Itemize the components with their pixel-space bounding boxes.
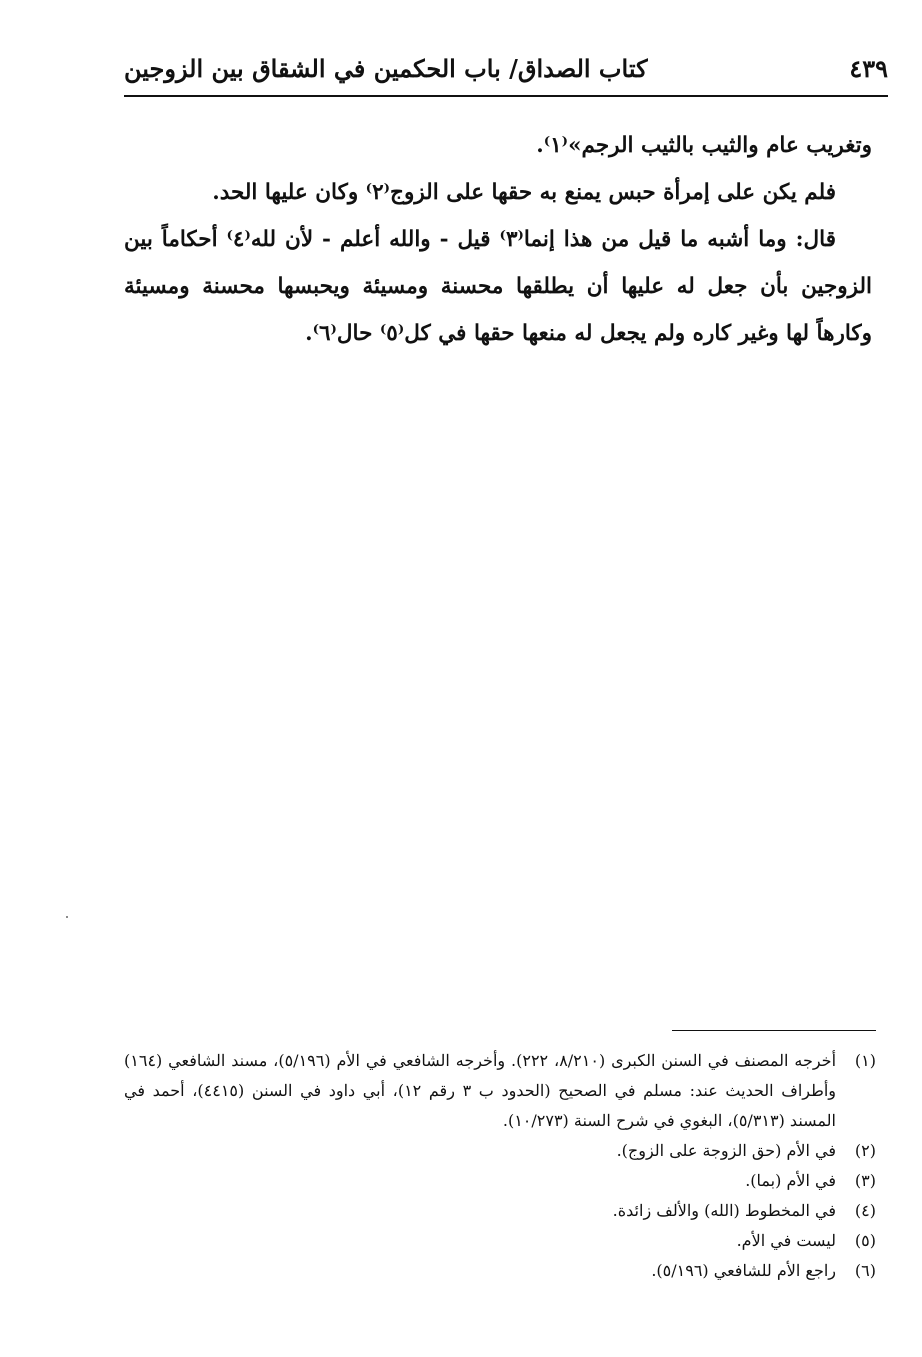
footnote-5 [124,1226,876,1256]
footnote-number: (٣) [854,1171,876,1190]
footnote-text: ليست في الأم. [736,1231,836,1250]
footnote-3 [124,1166,876,1196]
footnote-number: (٢) [854,1141,876,1160]
footnote-text: راجع الأم للشافعي (٥/١٩٦). [651,1261,836,1280]
chapter-title: كتاب الصداق/ باب الحكمين في الشقاق بين الزوجين [124,54,648,83]
page-number: ٤٣٩ [849,54,888,83]
footnote-number: (٥) [854,1231,876,1250]
footnote-rule [672,1030,876,1031]
footnote-4 [124,1196,876,1226]
footnote-2 [124,1136,876,1166]
scan-speck [66,916,68,918]
footnote-number: (١) [854,1051,876,1070]
footnotes [124,1046,876,1286]
paragraph-3: قال: وما أشبه ما قيل من هذا إنما⁽٣⁾ قيل - والله أعلم - لأن لله⁽٤⁾ أحكاماً بين الزوجين بأن جعل له عليها أن يطلقها محسنة ومسيئة ويحبسها محسنة ومسيئة وكارهاً لها وغير كاره ولم يجعل له منعها حقها في كل⁽٥⁾ حال⁽٦⁾. [124,227,872,346]
footnote-text: في الأم (بما). [745,1171,836,1190]
footnote-number: (٤) [854,1201,876,1220]
footnote-1 [124,1046,876,1136]
footnote-text: أخرجه المصنف في السنن الكبرى (٨/٢١٠، ٢٢٢). وأخرجه الشافعي في الأم (٥/١٩٦)، مسند الشافعي (١٦٤) وأطراف الحديث عند: مسلم في الصحيح (الحدود ب ٣ رقم ١٢)، أبي داود في السنن (٤٤١٥)، أحمد في المسند (٥/٣١٣)، البغوي في شرح السنة (١٠/٢٧٣). [124,1051,837,1130]
paragraph-2: فلم يكن على إمرأة حبس يمنع به حقها على الزوج⁽٢⁾ وكان عليها الحد. [212,180,836,205]
running-header [124,42,888,92]
footnote-text: في الأم (حق الزوجة على الزوج). [616,1141,836,1160]
header-rule [124,95,888,97]
main-text [124,122,872,357]
paragraph-1: وتغريب عام والثيب بالثيب الرجم»⁽١⁾. [536,133,872,158]
footnote-6 [124,1256,876,1286]
footnote-text: في المخطوط (الله) والألف زائدة. [612,1201,836,1220]
footnote-number: (٦) [854,1261,876,1280]
